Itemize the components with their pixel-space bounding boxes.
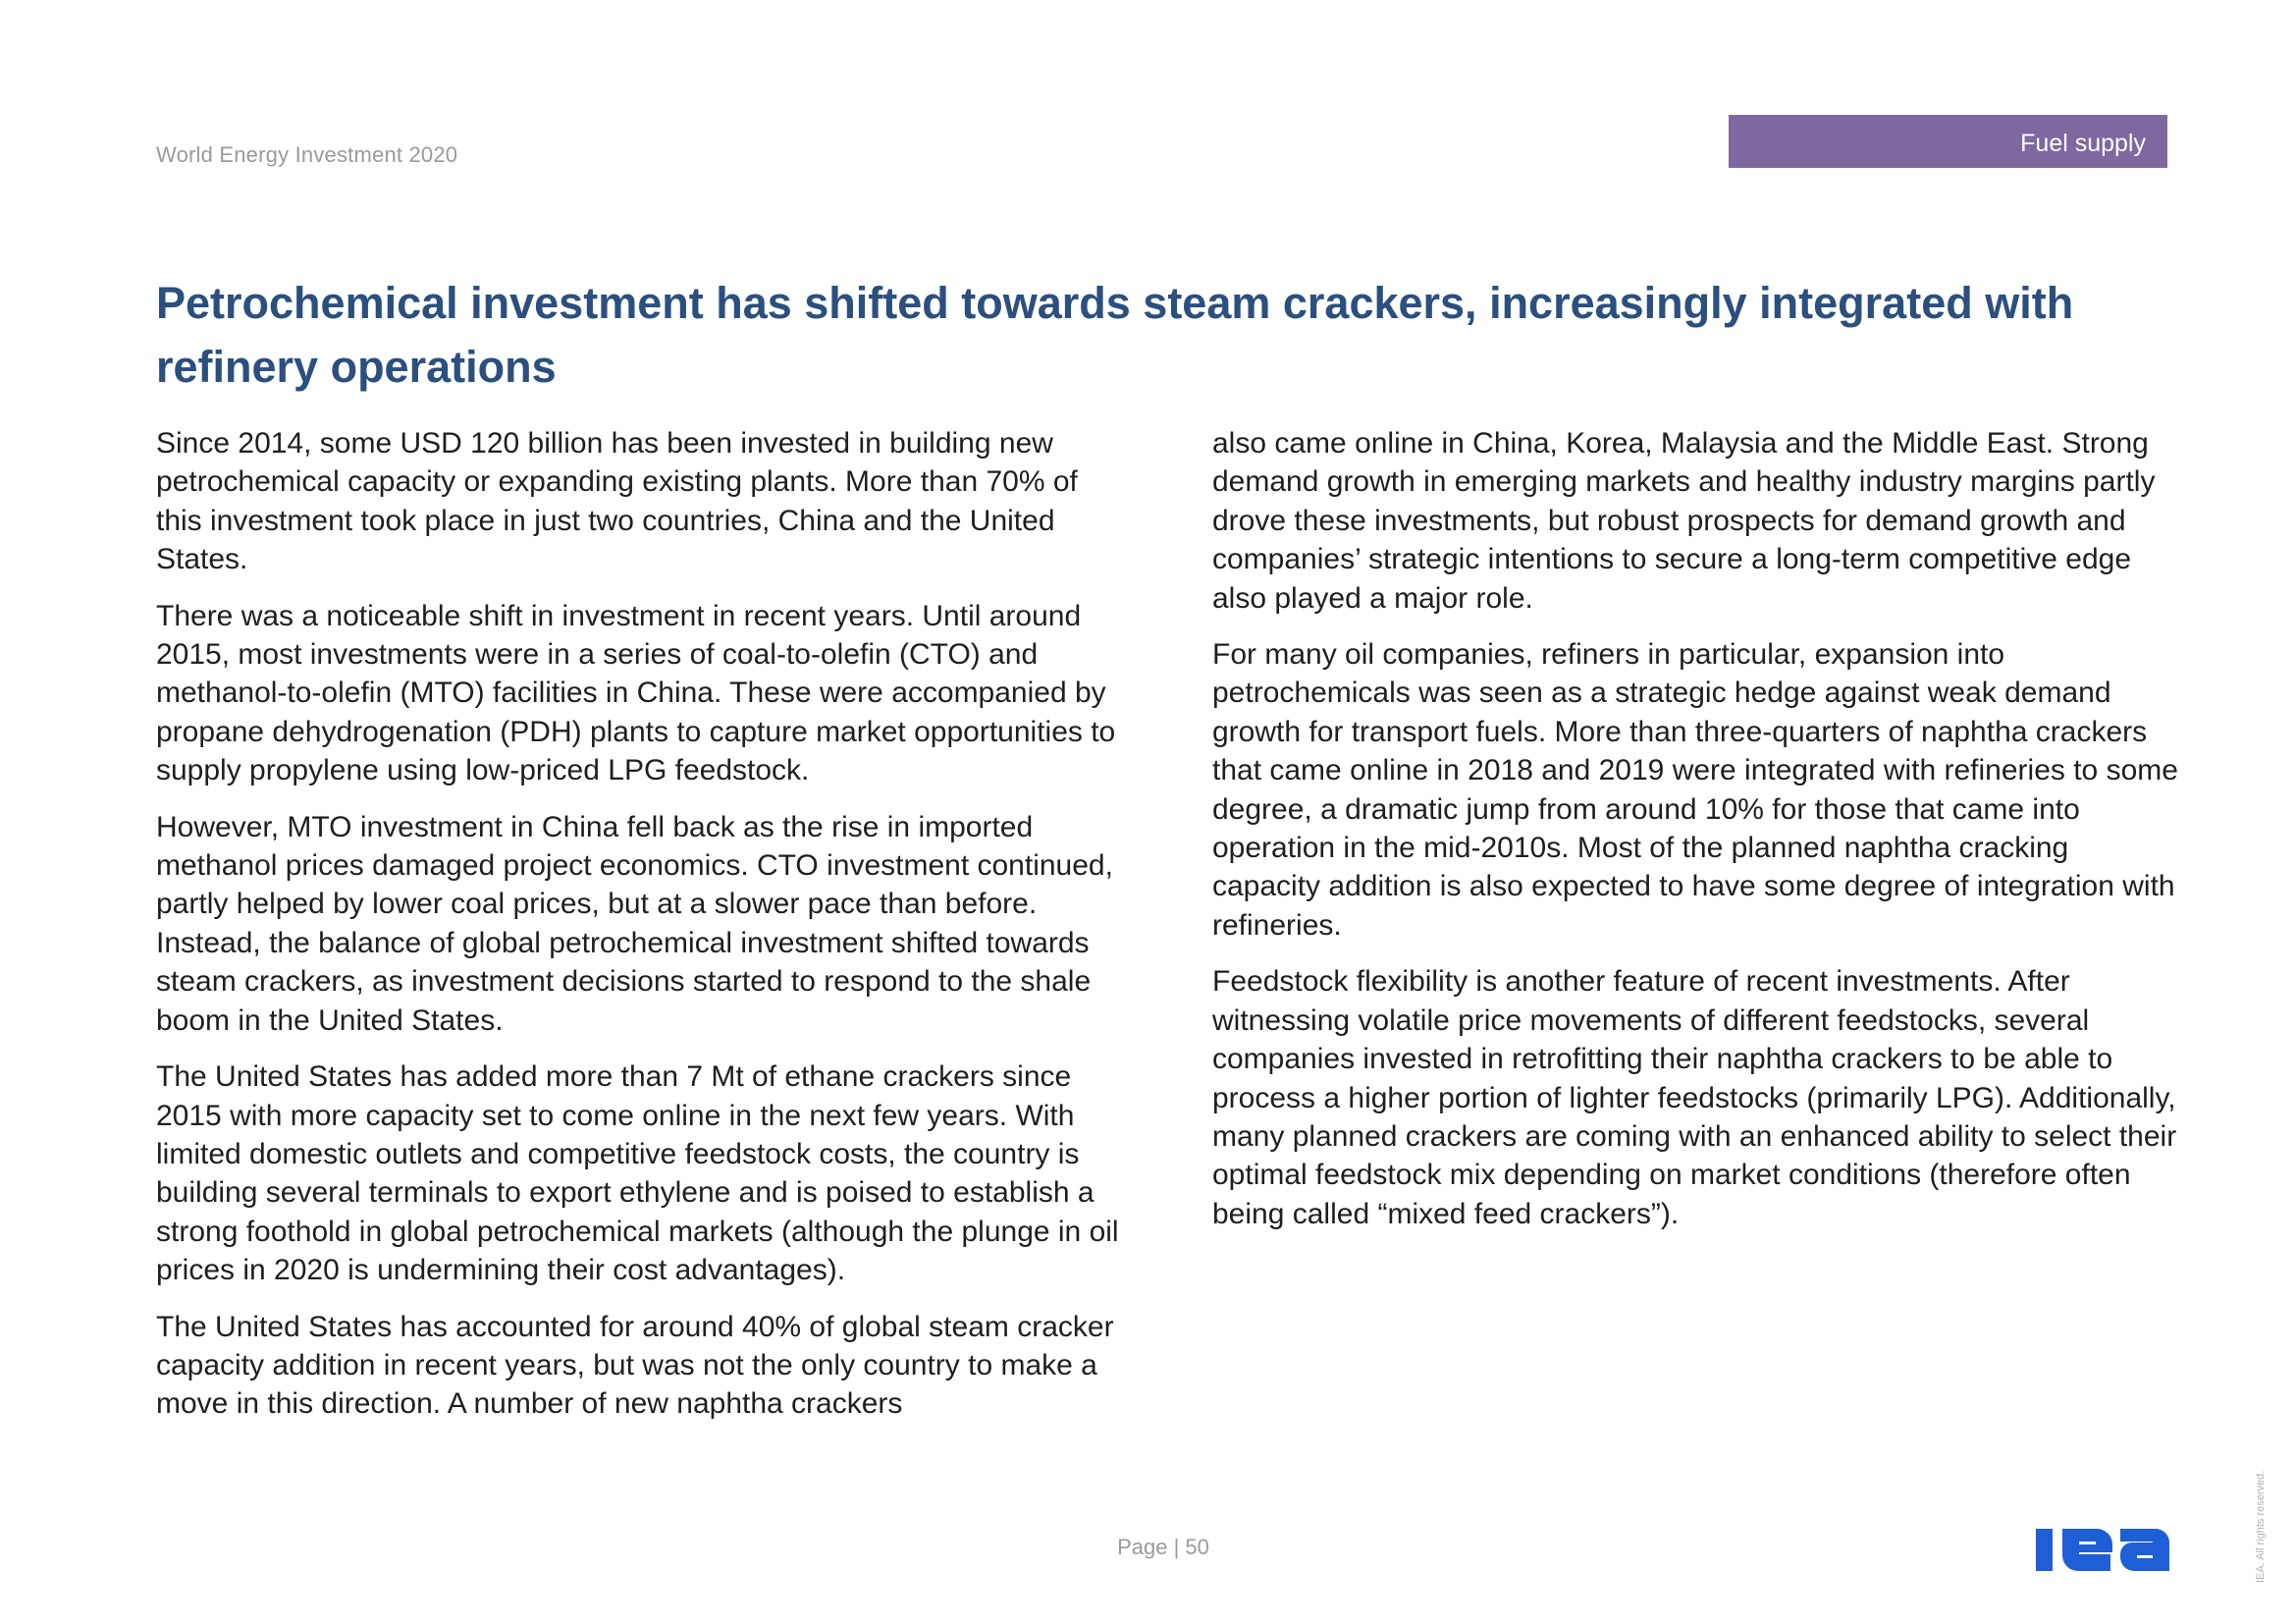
paragraph: For many oil companies, refiners in particular, expansion into petrochemicals was seen as a strategic hedge against weak demand growth for transport fuels. More than three-quarters of naphtha crackers that came online in 2018 and 2019 were integrated with refineries to some degree, a dramatic jump from around 10% for those that came into operation in the mid-2010s. Most of the planned naphtha cracking capacity addition is also expected to have some degree of integration with refineries. <box>1212 638 2178 942</box>
paragraph: The United States has accounted for around 40% of global steam cracker capacity addition in recent years, but was not the only country to make a move in this direction. A number of new naphtha crackers <box>156 1310 1114 1421</box>
logo-letter-a <box>2120 1529 2169 1571</box>
left-column <box>156 424 1128 1441</box>
paragraph: The United States has added more than 7 Mt of ethane crackers since 2015 with more capacity set to come online in the next few years. With limited domestic outlets and competitive feedstock costs, the country is building several terminals to export ethylene and is poised to establish a strong foothold in global petrochemical markets (although the plunge in oil prices in 2020 is undermining their cost advantages). <box>156 1060 1119 1287</box>
iea-logo <box>2036 1515 2169 1574</box>
logo-letter-e <box>2062 1529 2112 1571</box>
copyright-notice: IEA. All rights reserved. <box>2255 1470 2267 1583</box>
section-tab: Fuel supply <box>1729 115 2167 168</box>
paragraph: also came online in China, Korea, Malaysia and the Middle East. Strong demand growth in emerging markets and healthy industry margins partly drove these investments, but robust prospects for demand growth and companies’ strategic intentions to secure a long-term competitive edge also played a major role. <box>1212 427 2156 615</box>
logo-letter-i <box>2036 1529 2053 1571</box>
right-column <box>1212 424 2184 1251</box>
paragraph: Since 2014, some USD 120 billion has been invested in building new petrochemical capacity or expanding existing plants. More than 70% of this investment took place in just two countries, China and the United States. <box>156 427 1078 576</box>
paragraph: Feedstock flexibility is another feature of recent investments. After witnessing volatile price movements of different feedstocks, several companies invested in retrofitting their naphtha crackers to be able to process a higher portion of lighter feedstocks (primarily LPG). Additionally, many planned crackers are coming with an enhanced ability to select their optimal feedstock mix depending on market conditions (therefore often being called “mixed feed crackers”). <box>1212 965 2177 1230</box>
page-title: Petrochemical investment has shifted towards steam crackers, increasingly integrated with refinery operations <box>156 278 2074 392</box>
paragraph: However, MTO investment in China fell back as the rise in imported methanol prices damaged project economics. CTO investment continued, partly helped by lower coal prices, but at a slower pace than before. Instead, the balance of global petrochemical investment shifted towards steam crackers, as investment decisions started to respond to the shale boom in the United States. <box>156 810 1113 1037</box>
page-number: Page | 50 <box>1117 1535 1209 1559</box>
report-name: World Energy Investment 2020 <box>156 142 458 167</box>
paragraph: There was a noticeable shift in investment in recent years. Until around 2015, most investments were in a series of coal-to-olefin (CTO) and methanol-to-olefin (MTO) facilities in China. These were accompanied by propane dehydrogenation (PDH) plants to capture market opportunities to supply propylene using low-priced LPG feedstock. <box>156 599 1116 787</box>
